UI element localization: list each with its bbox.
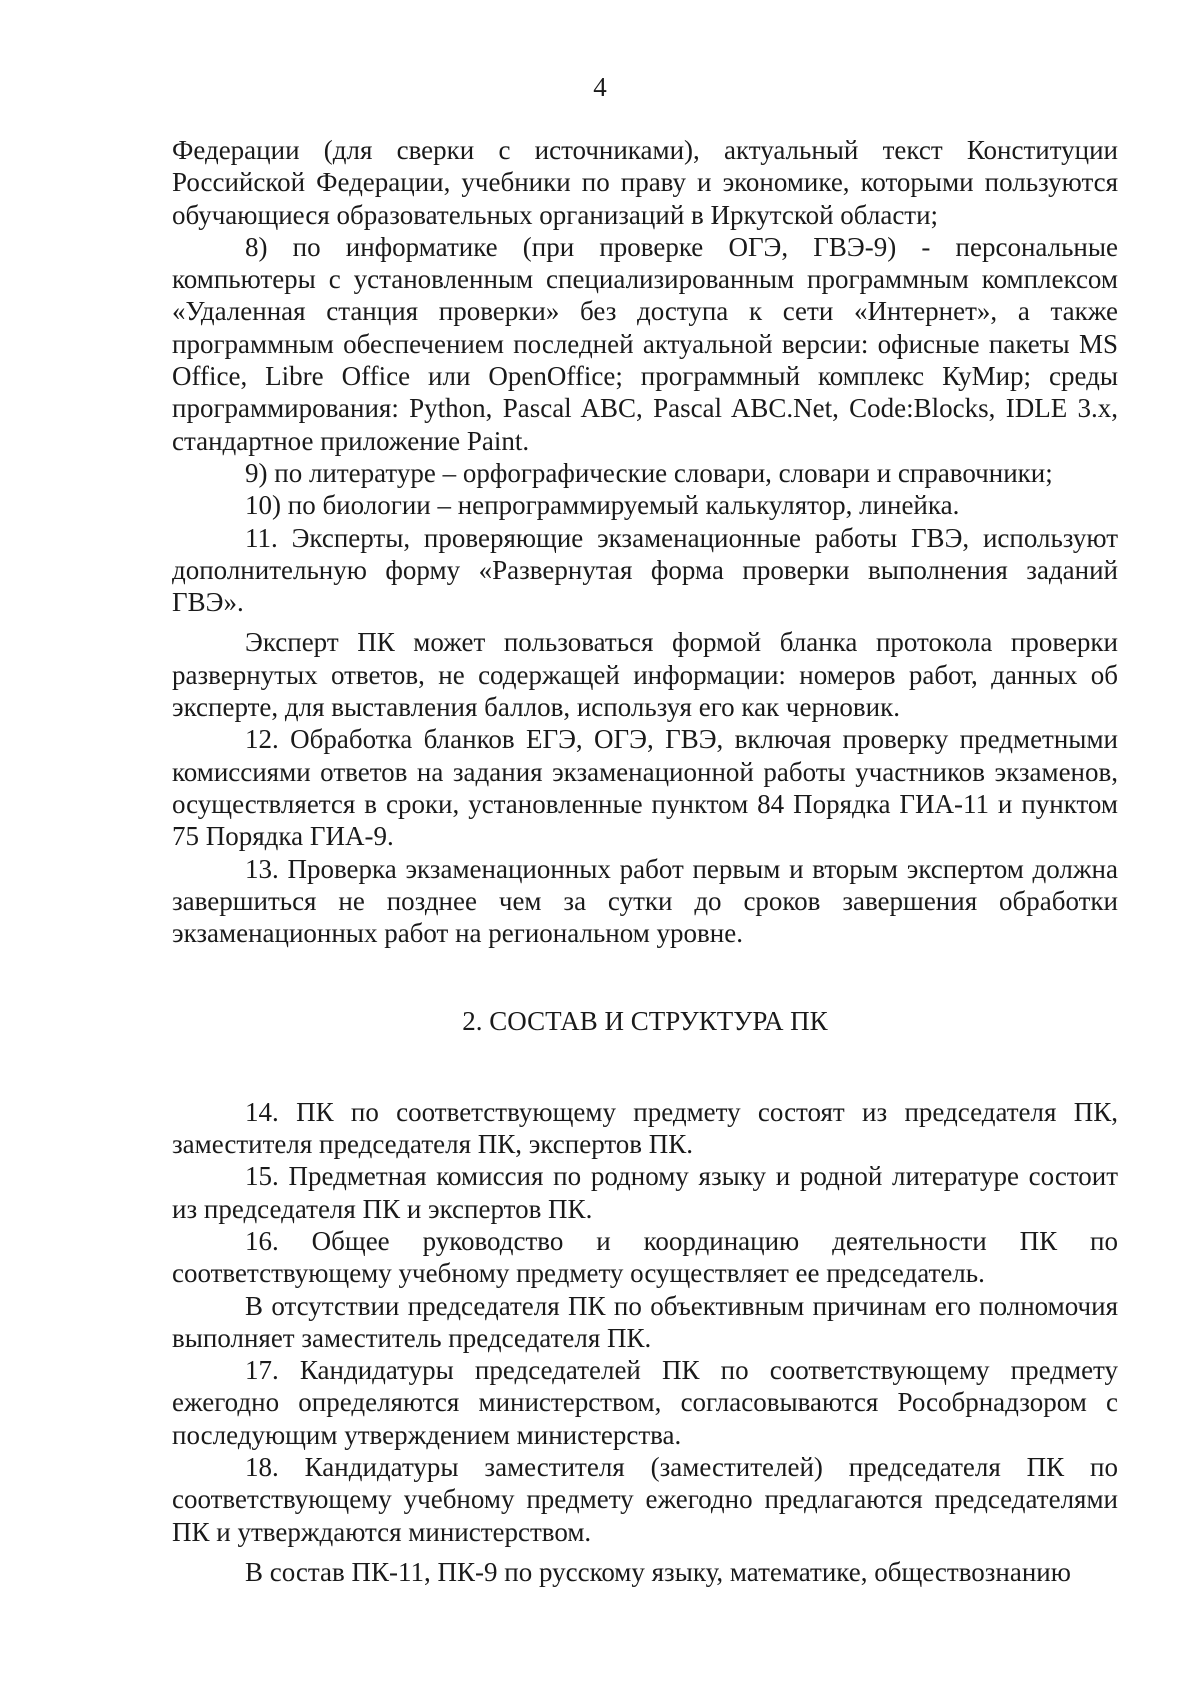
paragraph-expert-form: Эксперт ПК может пользоваться формой бланка протокола проверки развернутых ответов, не содержащей информации: номеров работ, данных об эксперте, для выставления баллов, используя его как черновик.: [172, 627, 1118, 723]
paragraph-16: 16. Общее руководство и координацию деятельности ПК по соответствующему учебному предмету осуществляет ее председатель.: [172, 1225, 1118, 1289]
section-title: 2. СОСТАВ И СТРУКТУРА ПК: [462, 1006, 828, 1037]
paragraph-item-9: 9) по литературе – орфографические словари, словари и справочники;: [245, 457, 1053, 488]
paragraph-17: 17. Кандидатуры председателей ПК по соответствующему предмету ежегодно определяются министерством, согласовываются Рособрнадзором с последующим утверждением министерства.: [172, 1355, 1118, 1450]
paragraph-item-8: 8) по информатике (при проверке ОГЭ, ГВЭ-9) - персональные компьютеры с установленным специализированным программным комплексом «Удаленная станция проверки» без доступа к сети «Интернет», а также программным обеспечением последней актуальной версии: офисные пакеты MS Office, Libre Office или OpenOffice; программный комплекс КуМир; среды программирования: Python, Pascal ABC, Pascal ABC.Net, Code:Blocks, IDLE 3.x, стандартное приложение Paint.: [172, 231, 1118, 456]
paragraph-14: 14. ПК по соответствующему предмету состоят из председателя ПК, заместителя председателя ПК, экспертов ПК.: [172, 1096, 1118, 1160]
paragraph-11: 11. Эксперты, проверяющие экзаменационные работы ГВЭ, используют дополнительную форму «Развернутая форма проверки выполнения заданий ГВЭ».: [172, 522, 1118, 618]
paragraph-12: 12. Обработка бланков ЕГЭ, ОГЭ, ГВЭ, включая проверку предметными комиссиями ответов на задания экзаменационной работы участников экзаменов, осуществляется в сроки, установленные пунктом 84 Порядка ГИА-11 и пунктом 75 Порядка ГИА-9.: [172, 724, 1118, 852]
paragraph-deputy: В отсутствии председателя ПК по объективным причинам его полномочия выполняет заместитель председателя ПК.: [172, 1290, 1118, 1353]
paragraph: Федерации (для сверки с источниками), актуальный текст Конституции Российской Федерации, учебники по праву и экономике, которыми пользуются обучающиеся образовательных организаций в Иркутской области;: [172, 135, 1118, 230]
document-body: [172, 134, 1118, 1588]
paragraph-13: 13. Проверка экзаменационных работ первым и вторым экспертом должна завершиться не позднее чем за сутки до сроков завершения обработки экзаменационных работ на региональном уровне.: [172, 853, 1118, 949]
page-number: 4: [593, 72, 607, 102]
paragraph-15: 15. Предметная комиссия по родному языку и родной литературе состоит из председателя ПК и экспертов ПК.: [172, 1161, 1118, 1224]
paragraph-item-10: 10) по биологии – непрограммируемый калькулятор, линейка.: [245, 490, 960, 521]
paragraph-composition: В состав ПК-11, ПК-9 по русскому языку, математике, обществознанию: [245, 1556, 1071, 1587]
paragraph-18: 18. Кандидатуры заместителя (заместителей) председателя ПК по соответствующему учебному предмету ежегодно предлагаются председателями ПК и утверждаются министерством.: [172, 1451, 1118, 1547]
